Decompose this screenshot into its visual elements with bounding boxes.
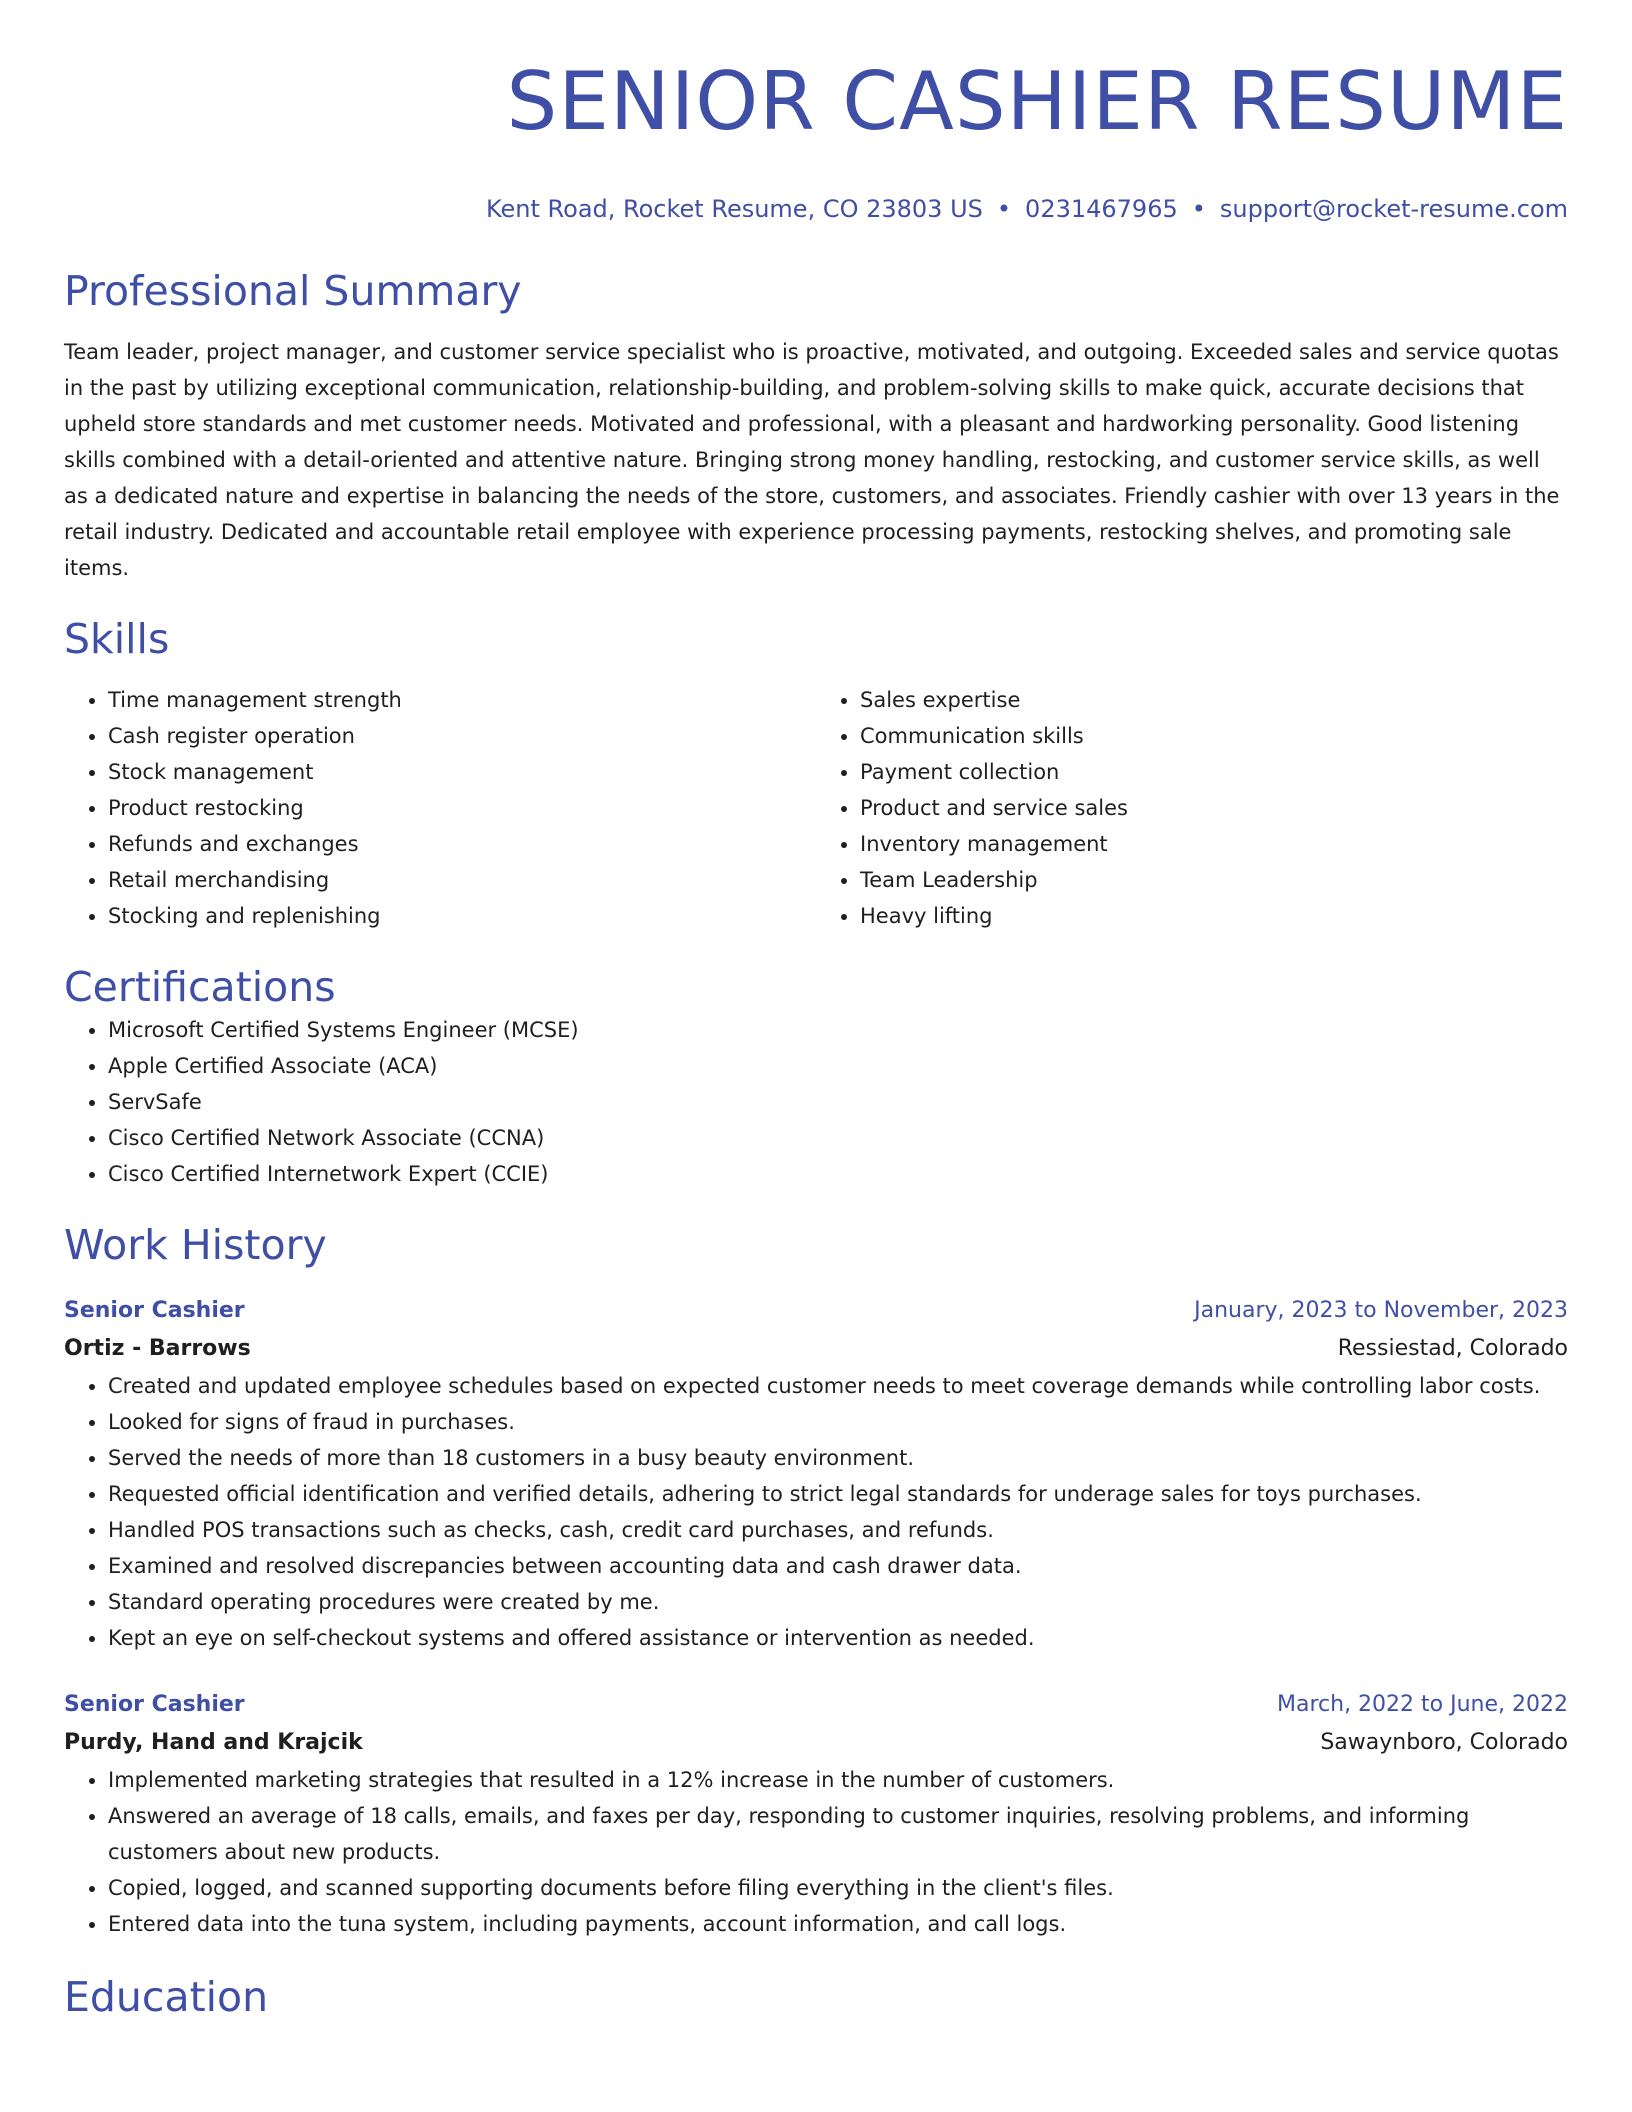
resume-header — [64, 0, 1568, 226]
skill-item: • Product and service sales — [860, 790, 1568, 826]
certification-item: • Cisco Certified Network Associate (CCNA) — [108, 1120, 1568, 1156]
certification-item: • Cisco Certified Internetwork Expert (CCIE) — [108, 1156, 1568, 1192]
certification-item: • Microsoft Certified Systems Engineer (MCSE) — [108, 1012, 1568, 1048]
job-dates: January, 2023 to November, 2023 — [1194, 1298, 1568, 1323]
skill-item: • Inventory management — [860, 826, 1568, 862]
certifications-heading: Certifications — [64, 963, 336, 1011]
work-history-heading: Work History — [64, 1221, 327, 1269]
resume-title: SENIOR CASHIER RESUME — [506, 55, 1568, 148]
job-duty: • Answered an average of 18 calls, emails, and faxes per day, responding to customer inquiries, resolving problems, and informing customers about new products. — [108, 1798, 1568, 1870]
skills-column-right — [816, 682, 1568, 934]
summary-text: Team leader, project manager, and customer service specialist who is proactive, motivated, and outgoing. Exceeded sales and service quotas in the past by utilizing exceptional communication, relationship-building, and problem-solving skills to make quick, accurate decisions that upheld store standards and met customer needs. Motivated and professional, with a pleasant and hardworking personality. Good listening skills combined with a detail-oriented and attentive nature. Bringing strong money handling, restocking, and customer service skills, as well as a dedicated nature and expertise in balancing the needs of the store, customers, and associates. Friendly cashier with over 13 years in the retail industry. Dedicated and accountable retail employee with experience processing payments, restocking shelves, and promoting sale items. — [64, 340, 1560, 580]
skills-heading: Skills — [64, 615, 170, 663]
skill-item: • Product restocking — [108, 790, 816, 826]
skill-item: • Sales expertise — [860, 682, 1568, 718]
skill-item: • Team Leadership — [860, 862, 1568, 898]
skill-item: • Time management strength — [108, 682, 816, 718]
contact-phone: 0231467965 — [1025, 195, 1178, 223]
skill-item: • Stock management — [108, 754, 816, 790]
job-duty: • Handled POS transactions such as checks, cash, credit card purchases, and refunds. — [108, 1512, 1568, 1548]
contact-address: Kent Road, Rocket Resume, CO 23803 US — [485, 195, 983, 223]
skill-item: • Stocking and replenishing — [108, 898, 816, 934]
education-section — [64, 1972, 1568, 2022]
job-duty: • Implemented marketing strategies that resulted in a 12% increase in the number of customers. — [108, 1762, 1568, 1798]
job-title: Senior Cashier — [64, 1692, 245, 1717]
job-location: Sawaynboro, Colorado — [1320, 1730, 1568, 1755]
skills-column-left — [64, 682, 816, 934]
job-duty: • Kept an eye on self-checkout systems and offered assistance or intervention as needed. — [108, 1620, 1568, 1656]
skill-item: • Payment collection — [860, 754, 1568, 790]
certifications-section — [64, 962, 1568, 1192]
certification-item: • ServSafe — [108, 1084, 1568, 1120]
contact-line — [64, 192, 1568, 226]
job-title-row — [64, 1292, 1568, 1330]
job-company-row — [64, 1330, 1568, 1368]
skill-item: • Retail merchandising — [108, 862, 816, 898]
job-entry — [64, 1686, 1568, 1942]
job-duty: • Entered data into the tuna system, including payments, account information, and call logs. — [108, 1906, 1568, 1942]
summary-section — [64, 266, 1568, 586]
job-company-row — [64, 1724, 1568, 1762]
job-duties-list — [64, 1368, 1568, 1656]
job-duty: • Standard operating procedures were created by me. — [108, 1584, 1568, 1620]
skill-item: • Communication skills — [860, 718, 1568, 754]
job-title: Senior Cashier — [64, 1298, 245, 1323]
job-duty: • Requested official identification and verified details, adhering to strict legal standards for underage sales for toys purchases. — [108, 1476, 1568, 1512]
job-duty: • Created and updated employee schedules based on expected customer needs to meet coverage demands while controlling labor costs. — [108, 1368, 1568, 1404]
skills-list-left — [64, 682, 816, 934]
job-location: Ressiestad, Colorado — [1337, 1336, 1568, 1361]
job-company: Ortiz - Barrows — [64, 1336, 251, 1361]
contact-email: support@rocket-resume.com — [1219, 195, 1568, 223]
education-heading: Education — [64, 1973, 269, 2021]
skills-section — [64, 614, 1568, 934]
job-dates: March, 2022 to June, 2022 — [1277, 1692, 1568, 1717]
skills-list-right — [816, 682, 1568, 934]
work-history-section — [64, 1220, 1568, 1942]
job-duties-list — [64, 1762, 1568, 1942]
skill-item: • Cash register operation — [108, 718, 816, 754]
skill-item: • Refunds and exchanges — [108, 826, 816, 862]
job-duty: • Served the needs of more than 18 customers in a busy beauty environment. — [108, 1440, 1568, 1476]
job-entry — [64, 1292, 1568, 1656]
job-duty: • Looked for signs of fraud in purchases. — [108, 1404, 1568, 1440]
summary-heading: Professional Summary — [64, 267, 522, 315]
skill-item: • Heavy lifting — [860, 898, 1568, 934]
job-duty: • Copied, logged, and scanned supporting documents before filing everything in the client's files. — [108, 1870, 1568, 1906]
contact-separator: • — [996, 195, 1012, 223]
job-duty: • Examined and resolved discrepancies between accounting data and cash drawer data. — [108, 1548, 1568, 1584]
job-company: Purdy, Hand and Krajcik — [64, 1730, 363, 1755]
certifications-list — [64, 1012, 1568, 1192]
certification-item: • Apple Certified Associate (ACA) — [108, 1048, 1568, 1084]
job-title-row — [64, 1686, 1568, 1724]
contact-separator: • — [1191, 195, 1206, 223]
skills-grid — [64, 682, 1568, 934]
